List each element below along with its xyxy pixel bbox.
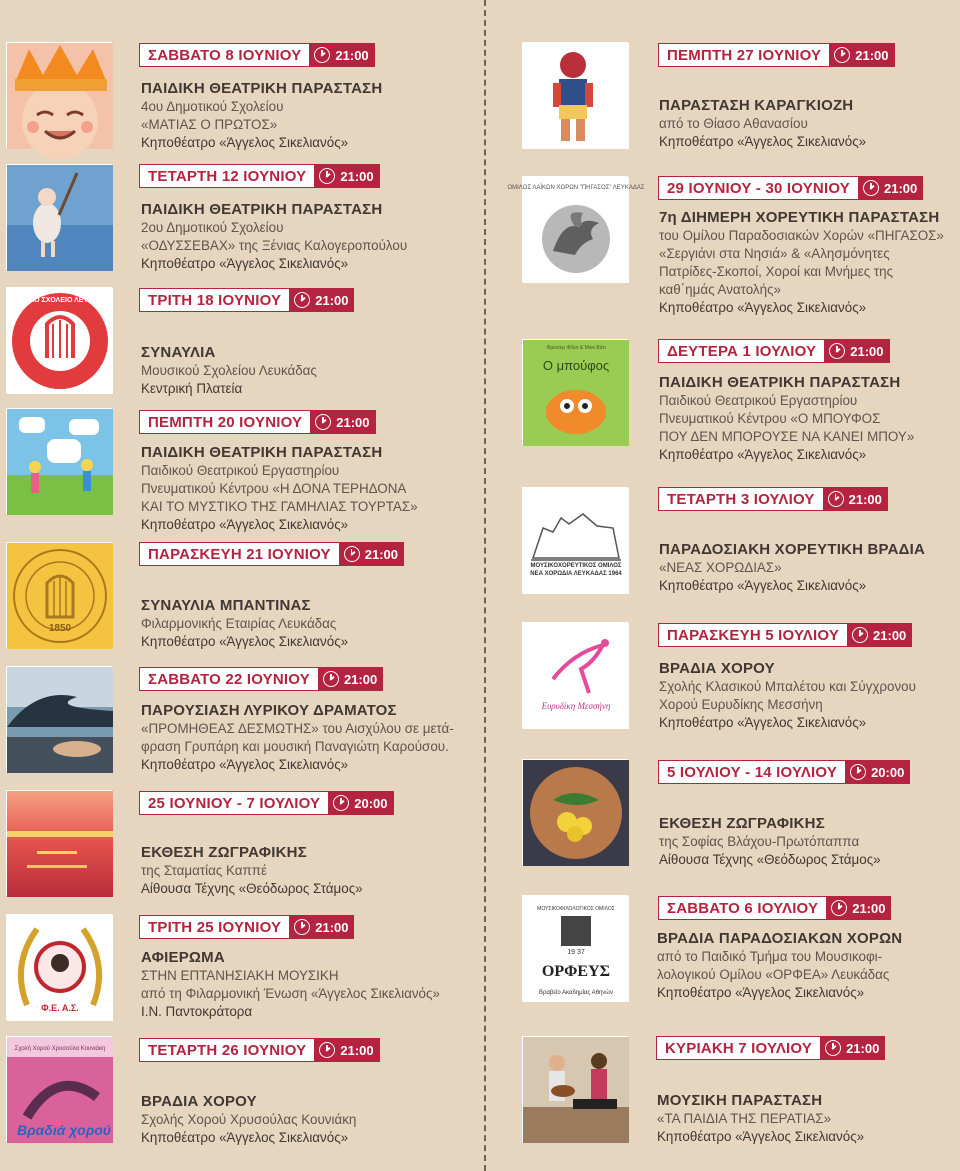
event-line: «ΝΕΑΣ ΧΟΡΩΔΙΑΣ» xyxy=(659,560,782,575)
event-date: 29 ΙΟΥΝΙΟΥ - 30 ΙΟΥΝΙΟΥ xyxy=(658,176,859,200)
clock-icon xyxy=(294,919,310,935)
event-venue: Κηποθέατρο «Άγγελος Σικελιανός» xyxy=(141,517,349,532)
event-time: 21:00 xyxy=(315,292,349,308)
clock-icon xyxy=(829,343,845,359)
event-venue: Κηποθέατρο «Άγγελος Σικελιανός» xyxy=(657,1129,865,1144)
date-badge xyxy=(139,915,354,939)
clock-icon xyxy=(344,546,360,562)
event-venue: Κηποθέατρο «Άγγελος Σικελιανός» xyxy=(659,715,867,730)
event-title: ΠΑΙΔΙΚΗ ΘΕΑΤΡΙΚΗ ΠΑΡΑΣΤΑΣΗ xyxy=(141,201,383,218)
pegasos-caption: ΟΜΙΛΟΣ ΛΑΪΚΩΝ ΧΟΡΩΝ "ΠΗΓΑΣΟΣ" ΛΕΥΚΑΔΑΣ xyxy=(507,185,645,191)
odysseus-illustration xyxy=(6,164,112,270)
event-time: 21:00 xyxy=(315,919,349,935)
children-musicians-photo xyxy=(522,1036,628,1142)
event-details xyxy=(659,373,955,464)
event-date: ΠΑΡΑΣΚΕΥΗ 21 ΙΟΥΝΙΟΥ xyxy=(139,542,340,566)
event-date: ΤΡΙΤΗ 25 ΙΟΥΝΙΟΥ xyxy=(139,915,290,939)
karagiozis-puppet xyxy=(522,42,628,148)
event-time: 21:00 xyxy=(884,180,918,196)
event-line: φραση Γρυπάρη και μουσική Παναγιώτη Καρούσου. xyxy=(141,739,449,754)
event-line: ΚΑΙ ΤΟ ΜΥΣΤΙΚΟ ΤΗΣ ΓΑΜΗΛΙΑΣ ΤΟΥΡΤΑΣ» xyxy=(141,499,418,514)
event-venue: Κηποθέατρο «Άγγελος Σικελιανός» xyxy=(141,757,349,772)
prometheus-eagle-image xyxy=(6,666,112,772)
event-title: ΕΚΘΕΣΗ ΖΩΓΡΑΦΙΚΗΣ xyxy=(141,844,307,861)
event-venue: Κηποθέατρο «Άγγελος Σικελιανός» xyxy=(659,447,867,462)
event-title: ΠΑΡΑΔΟΣΙΑΚΗ ΧΟΡΕΥΤΙΚΗ ΒΡΑΔΙΑ xyxy=(659,541,926,558)
orfeus-years: 19 37 xyxy=(567,949,585,956)
event-details xyxy=(141,1092,471,1147)
event-date: ΤΕΤΑΡΤΗ 26 ΙΟΥΝΙΟΥ xyxy=(139,1038,315,1062)
event-date: ΤΕΤΑΡΤΗ 12 ΙΟΥΝΙΟΥ xyxy=(139,164,315,188)
clock-icon xyxy=(828,491,844,507)
event-date: ΔΕΥΤΕΡΑ 1 ΙΟΥΛΙΟΥ xyxy=(658,339,825,363)
event-title: ΒΡΑΔΙΑ ΧΟΡΟΥ xyxy=(141,1093,257,1110)
event-time-box xyxy=(319,667,383,691)
date-badge xyxy=(658,176,923,200)
boufos-small-text: Φρεντερ Φίλιπ & Μινκ Βάτι xyxy=(546,345,606,351)
event-title: ΠΑΙΔΙΚΗ ΘΕΑΤΡΙΚΗ ΠΑΡΑΣΤΑΣΗ xyxy=(141,80,383,97)
xorodia-caption: ΜΟΥΣΙΚΟΧΟΡΕΥΤΙΚΟΣ ΟΜΙΛΟΣ ΝΕΑ ΧΟΡΩΔΙΑ ΛΕΥΚΑΔΑΣ 1964 xyxy=(530,563,622,577)
event-details xyxy=(657,1091,953,1146)
event-title: ΠΑΡΑΣΤΑΣΗ ΚΑΡΑΓΚΙΟΖΗ xyxy=(659,97,854,114)
event-line: Παιδικού Θεατρικού Εργαστηρίου xyxy=(141,463,340,478)
event-time: 21:00 xyxy=(335,47,369,63)
event-line: Πνευματικού Κέντρου «Ο ΜΠΟΥΦΟΣ xyxy=(659,411,881,426)
event-time: 21:00 xyxy=(850,343,884,359)
date-badge xyxy=(658,623,912,647)
date-badge xyxy=(658,43,895,67)
event-line: Σχολής Κλασικού Μπαλέτου και Σύγχρονου xyxy=(659,679,916,694)
event-venue: Κηποθέατρο «Άγγελος Σικελιανός» xyxy=(141,634,349,649)
event-line: Χορού Ευρυδίκης Μεσσήνη xyxy=(659,697,823,712)
nea-xorodia-logo xyxy=(522,487,628,593)
fe-as-emblem xyxy=(6,914,112,1020)
messini-ballet-logo xyxy=(522,622,628,728)
date-badge xyxy=(139,667,383,691)
event-line: από τη Φιλαρμονική Ένωση «Άγγελος Σικελιανός» xyxy=(141,986,440,1001)
event-line: Μουσικού Σχολείου Λευκάδας xyxy=(141,363,317,378)
event-time-box xyxy=(821,1036,885,1060)
event-line: 2ου Δημοτικού Σχολείου xyxy=(141,220,284,235)
event-venue: Κηποθέατρο «Άγγελος Σικελιανός» xyxy=(659,300,867,315)
event-line: «ΟΔΥΣΣΕΒΑΧ» της Ξένιας Καλογεροπούλου xyxy=(141,238,408,253)
philharmonic-year-text: 1850 xyxy=(48,623,72,634)
event-time-box xyxy=(825,339,889,363)
music-school-ring-text: ΜΟΥΣΙΚΟ ΣΧΟΛΕΙΟ ΛΕΥΚΑΔΑΣ xyxy=(7,297,113,304)
event-venue: Κηποθέατρο «Άγγελος Σικελιανός» xyxy=(141,256,349,271)
event-date: ΣΑΒΒΑΤΟ 6 ΙΟΥΛΙΟΥ xyxy=(658,896,827,920)
event-line: Σχολής Χορού Χρυσούλας Κουνιάκη xyxy=(141,1112,357,1127)
event-title: ΑΦΙΕΡΩΜΑ xyxy=(141,949,225,966)
orfeus-logo xyxy=(522,895,628,1001)
event-time: 21:00 xyxy=(364,546,399,562)
pegasos-logo xyxy=(507,176,645,282)
event-time: 21:00 xyxy=(848,491,882,507)
crown-child-illustration xyxy=(6,42,112,148)
event-time-box xyxy=(290,915,354,939)
event-line: καθ΄ημάς Ανατολής» xyxy=(659,282,781,297)
date-badge xyxy=(656,1036,885,1060)
event-date: ΣΑΒΒΑΤΟ 8 ΙΟΥΝΙΟΥ xyxy=(139,43,310,67)
clock-icon xyxy=(863,180,879,196)
clock-icon xyxy=(850,764,866,780)
date-badge xyxy=(658,487,888,511)
event-time-box xyxy=(824,487,888,511)
clock-icon xyxy=(319,1042,335,1058)
event-line: της Σταματίας Καππέ xyxy=(141,863,267,878)
dance-evening-poster xyxy=(6,1036,112,1142)
event-line: Πατρίδες-Σκοποί, Χοροί και Μνήμες της xyxy=(659,264,894,279)
event-title: ΒΡΑΔΙΑ ΠΑΡΑΔΟΣΙΑΚΩΝ ΧΟΡΩΝ xyxy=(657,930,903,947)
event-details xyxy=(659,659,955,732)
event-time-box xyxy=(830,43,894,67)
event-time-box xyxy=(329,791,393,815)
event-title: ΣΥΝΑΥΛΙΑ xyxy=(141,344,216,361)
event-venue: Κηποθέατρο «Άγγελος Σικελιανός» xyxy=(141,1130,349,1145)
date-badge xyxy=(139,410,376,434)
sunset-painting xyxy=(6,790,112,896)
date-badge xyxy=(139,288,354,312)
event-date: ΣΑΒΒΑΤΟ 22 ΙΟΥΝΙΟΥ xyxy=(139,667,319,691)
event-time: 21:00 xyxy=(855,47,889,63)
event-details xyxy=(141,200,471,273)
event-line: 4ου Δημοτικού Σχολείου xyxy=(141,99,284,114)
orfeus-bottom-text: Βραβείο Ακαδημίας Αθηνών xyxy=(539,990,613,996)
event-line: του Ομίλου Παραδοσιακών Χορών «ΠΗΓΑΣΟΣ» xyxy=(659,228,944,243)
event-date: ΠΕΜΠΤΗ 27 ΙΟΥΝΙΟΥ xyxy=(658,43,830,67)
date-badge xyxy=(658,896,891,920)
event-time-box xyxy=(290,288,354,312)
lemons-painting xyxy=(522,759,628,865)
clock-icon xyxy=(333,795,349,811)
event-date: ΠΕΜΠΤΗ 20 ΙΟΥΝΙΟΥ xyxy=(139,410,311,434)
dance-school-text: Σχολή Χορού Χρυσούλα Κουνιάκη xyxy=(14,1046,106,1052)
event-time-box xyxy=(827,896,891,920)
messini-caption: Ευρυδίκη Μεσσήνη xyxy=(541,701,611,711)
event-venue: Κηποθέατρο «Άγγελος Σικελιανός» xyxy=(657,985,865,1000)
children-drawing-illustration xyxy=(6,408,112,514)
event-title: ΕΚΘΕΣΗ ΖΩΓΡΑΦΙΚΗΣ xyxy=(659,815,825,832)
event-time: 20:00 xyxy=(354,795,388,811)
date-badge xyxy=(139,1038,380,1062)
event-time: 21:00 xyxy=(873,627,907,643)
event-venue: Αίθουσα Τέχνης «Θεόδωρος Στάμος» xyxy=(659,852,881,867)
clock-icon xyxy=(834,47,850,63)
event-venue: Κηποθέατρο «Άγγελος Σικελιανός» xyxy=(659,578,867,593)
event-line: «ΠΡΟΜΗΘΕΑΣ ΔΕΣΜΩΤΗΣ» του Αισχύλου σε μετά- xyxy=(141,721,454,736)
clock-icon xyxy=(323,671,339,687)
orfeus-top-text: ΜΟΥΣΙΚΟΦΙΛΟΛΟΓΙΚΟΣ ΟΜΙΛΟΣ xyxy=(537,906,615,912)
event-time: 21:00 xyxy=(846,1040,880,1056)
event-details xyxy=(141,443,471,534)
event-title: ΒΡΑΔΙΑ ΧΟΡΟΥ xyxy=(659,660,775,677)
event-line: από το Θίασο Αθανασίου xyxy=(659,116,808,131)
event-date: ΠΑΡΑΣΚΕΥΗ 5 ΙΟΥΛΙΟΥ xyxy=(658,623,848,647)
clock-icon xyxy=(825,1040,841,1056)
date-badge xyxy=(139,43,375,67)
event-time-box xyxy=(311,410,375,434)
fe-as-letters: Φ.Ε. Α.Σ. xyxy=(41,1003,79,1013)
orfeus-name: ΟΡΦΕΥΣ xyxy=(541,963,611,980)
event-line: Πνευματικού Κέντρου «Η ΔΟΝΑ ΤΕΡΗΔΟΝΑ xyxy=(141,481,407,496)
event-line: «Σεργιάνι στα Νησιά» & «Αλησμόνητες xyxy=(659,246,890,261)
event-date: 5 ΙΟΥΛΙΟΥ - 14 ΙΟΥΛΙΟΥ xyxy=(658,760,846,784)
event-details xyxy=(141,701,471,774)
date-badge xyxy=(658,339,890,363)
event-time-box xyxy=(846,760,910,784)
event-time-box xyxy=(310,43,374,67)
event-venue: Αίθουσα Τέχνης «Θεόδωρος Στάμος» xyxy=(141,881,363,896)
dance-title-text: Βραδιά χορού xyxy=(17,1122,112,1138)
event-time-box xyxy=(859,176,923,200)
date-badge xyxy=(139,164,380,188)
music-school-logo xyxy=(6,287,112,393)
event-details xyxy=(659,96,955,151)
event-line: «ΤΑ ΠΑΙΔΙΑ ΤΗΣ ΠΕΡΑΤΙΑΣ» xyxy=(657,1111,832,1126)
date-badge xyxy=(658,760,910,784)
event-time: 21:00 xyxy=(343,671,378,687)
boufos-book-cover xyxy=(522,339,628,445)
event-details xyxy=(141,343,471,398)
clock-icon xyxy=(852,627,868,643)
event-time-box xyxy=(315,1038,379,1062)
event-details xyxy=(659,208,959,317)
event-time: 21:00 xyxy=(340,1042,374,1058)
philharmonic-logo xyxy=(6,542,112,648)
clock-icon xyxy=(314,47,330,63)
event-details xyxy=(141,843,471,898)
event-line: της Σοφίας Βλάχου-Πρωτόπαππα xyxy=(659,834,860,849)
event-time: 21:00 xyxy=(852,900,886,916)
event-venue: Κηποθέατρο «Άγγελος Σικελιανός» xyxy=(659,134,867,149)
clock-icon xyxy=(319,168,335,184)
event-line: ΠΟΥ ΔΕΝ ΜΠΟΡΟΥΣΕ ΝΑ ΚΑΝΕΙ ΜΠΟΥ» xyxy=(659,429,915,444)
event-line: από το Παιδικό Τμήμα του Μουσικοφι- xyxy=(657,949,883,964)
event-date: ΤΕΤΑΡΤΗ 3 ΙΟΥΛΙΟΥ xyxy=(658,487,824,511)
event-line: ΣΤΗΝ ΕΠΤΑΝΗΣΙΑΚΗ ΜΟΥΣΙΚΗ xyxy=(141,968,339,983)
clock-icon xyxy=(831,900,847,916)
event-date: ΚΥΡΙΑΚΗ 7 ΙΟΥΛΙΟΥ xyxy=(656,1036,821,1060)
date-badge xyxy=(139,791,394,815)
event-title: ΣΥΝΑΥΛΙΑ ΜΠΑΝΤΙΝΑΣ xyxy=(141,597,311,614)
event-line: λολογικού Ομίλου «ΟΡΦΕΑ» Λευκάδας xyxy=(657,967,890,982)
event-time-box xyxy=(340,542,404,566)
event-venue: Κεντρική Πλατεία xyxy=(141,381,243,396)
event-date: ΤΡΙΤΗ 18 ΙΟΥΝΙΟΥ xyxy=(139,288,290,312)
event-title: ΜΟΥΣΙΚΗ ΠΑΡΑΣΤΑΣΗ xyxy=(657,1092,823,1109)
clock-icon xyxy=(315,414,331,430)
boufos-title: Ο μπούφος xyxy=(542,358,610,373)
event-time: 20:00 xyxy=(871,764,905,780)
date-badge xyxy=(139,542,404,566)
event-title: ΠΑΡΟΥΣΙΑΣΗ ΛΥΡΙΚΟΥ ΔΡΑΜΑΤΟΣ xyxy=(141,702,397,719)
event-details xyxy=(141,79,471,152)
event-line: «ΜΑΤΙΑΣ Ο ΠΡΩΤΟΣ» xyxy=(141,117,278,132)
event-venue: Ι.Ν. Παντοκράτορα xyxy=(141,1004,253,1019)
event-title: 7η ΔΙΗΜΕΡΗ ΧΟΡΕΥΤΙΚΗ ΠΑΡΑΣΤΑΣΗ xyxy=(659,209,940,226)
column-divider xyxy=(484,0,486,1171)
event-line: Φιλαρμονικής Εταιρίας Λευκάδας xyxy=(141,616,337,631)
event-details xyxy=(659,540,955,595)
event-details xyxy=(659,814,955,869)
event-time: 21:00 xyxy=(340,168,374,184)
event-title: ΠΑΙΔΙΚΗ ΘΕΑΤΡΙΚΗ ΠΑΡΑΣΤΑΣΗ xyxy=(141,444,383,461)
event-date: 25 ΙΟΥΝΙΟΥ - 7 ΙΟΥΛΙΟΥ xyxy=(139,791,329,815)
event-details xyxy=(141,596,471,651)
event-line: Παιδικού Θεατρικού Εργαστηρίου xyxy=(659,393,858,408)
event-time: 21:00 xyxy=(336,414,370,430)
clock-icon xyxy=(294,292,310,308)
event-details xyxy=(657,929,953,1002)
event-title: ΠΑΙΔΙΚΗ ΘΕΑΤΡΙΚΗ ΠΑΡΑΣΤΑΣΗ xyxy=(659,374,901,391)
event-time-box xyxy=(848,623,912,647)
event-time-box xyxy=(315,164,379,188)
event-details xyxy=(141,948,471,1021)
event-venue: Κηποθέατρο «Άγγελος Σικελιανός» xyxy=(141,135,349,150)
